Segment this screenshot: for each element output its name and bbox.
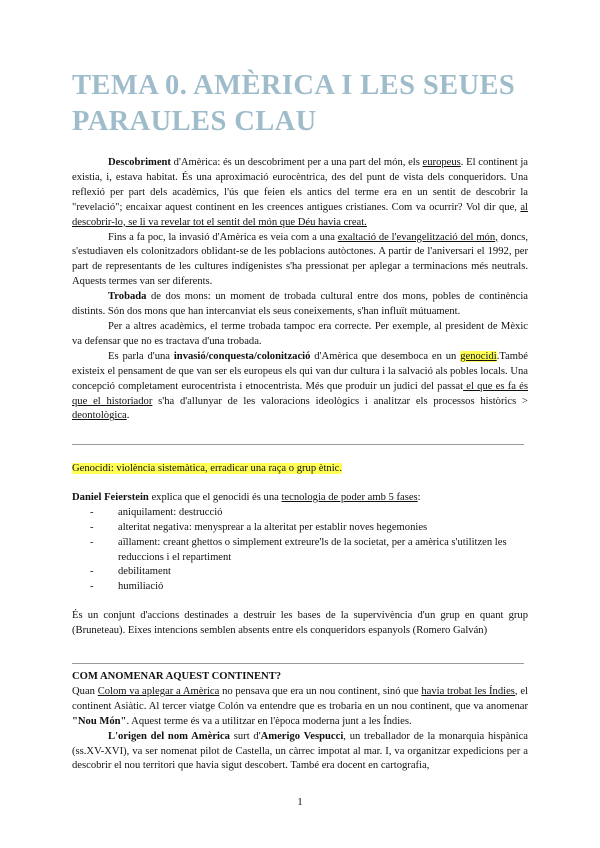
naming-section (72, 670, 528, 774)
separator-line (72, 663, 524, 664)
paragraph-invasio: Es parla d'una invasió/conquesta/colonització d'Amèrica que desemboca en un genocidi.També existeix el pensament de que van ser els europeus els qui van dur cultura i la salvació als pobles locals. Una concepció completament eurocentrista i etnocentrista. Més que produir un judici del passat el que es fa és que el historiador s'ha d'allunyar de les valoracions ideològics i analitzar els processos històrics > deontològica. (72, 350, 529, 422)
paragraph-evangelitzacio: Fins a fa poc, la invasió d'Amèrica es veia com a una exaltació de l'evangelització del món, doncs, s'estudiaven els colonitzadors oblidant-se de les poblacions autòctones. A partir de l'aniversari el 1992, per part de representants de les cultures indígenistes s'ha pressionat per aplegar a terminacions més neutrals. Aquests termes van ser diferents. (72, 231, 529, 288)
list-item: - aïllament: creant ghettos o simplement extreure'ls de la societat, per a amèrica s'utilitzen les reduccions i el repartiment (90, 536, 507, 563)
author-feierstein: Daniel Feierstein (72, 491, 149, 503)
intro-section (72, 156, 528, 424)
term-trobada: Trobada (108, 291, 147, 303)
list-item: - aniquilament: destrucció (90, 506, 223, 518)
page-number: 1 (297, 796, 303, 808)
list-item: - debilitament (90, 566, 171, 578)
term-invasio: invasió/conquesta/colonització (173, 350, 311, 362)
paragraph-trobada: Trobada de dos mons: un moment de trobada cultural entre dos mons, pobles de continència distints. Són dos mons que han intercanviat els seus coneixements, s'han influït mútuament. (72, 291, 528, 318)
list-item: - humiliació (90, 581, 164, 593)
separator-line (72, 444, 524, 445)
paragraph-conjunt: És un conjunt d'accions destinades a destruir les bases de la supervivència d'un grup en quant grup (Bruneteau). Eixes intencions semblen absents entre els conqueridors espanyols (Romero Galván) (72, 610, 528, 637)
paragraph-origen: L'origen del nom Amèrica surt d'Amerigo Vespucci, un treballador de la monarquia hispànica (ss.XV-XVI), va ser nomenat pilot de Castella, un càrrec impotat al mar. I, va organitzar expedicions per a descobrir el nou territori que havia sigut descobert. També era docent en cartografia, (72, 730, 528, 772)
section-heading: COM ANOMENAR AQUEST CONTINENT? (72, 671, 282, 682)
paragraph-academics: Per a altres acadèmics, el terme trobada tampoc era correcte. Per exemple, al president de Mèxic va defensar que no es tractava d'una trobada. (72, 320, 528, 347)
genocidi-section (72, 462, 528, 639)
genocidi-definition: Genocidi: violència sistemàtica, erradicar una raça o grup ètnic. (72, 463, 343, 474)
paragraph-descobriment: Descobriment d'Amèrica: és un descobriment per a una part del món, els europeus. El continent ja existia, i, estava habitat. És una aproximació eurocèntrica, des del punt de vista dels conqueridors. Una reflexió per part dels acadèmics, l'ús que feien els antics del terme era en un sentit de descobrir la "revelació"; encaixar aquest continent en les creences antigues cristianes. Com va ocurrir? Vol dir que, al descobrir-lo, se li va revelar tot el sentit del món que Déu havia creat. (72, 157, 528, 228)
list-item: - alteritat negativa: menysprear a la alteritat per establir noves hegemonies (90, 521, 428, 533)
highlight-genocidi: genocidi (460, 350, 497, 362)
paragraph-feierstein: Daniel Feierstein explica que el genocidi és una tecnologia de poder amb 5 fases: (72, 491, 421, 503)
phases-list (72, 506, 528, 595)
page-title: TEMA 0. AMÈRICA I LES SEUES PARAULES CLAU (72, 70, 516, 137)
term-descobriment: Descobriment (108, 157, 171, 168)
paragraph-colom: Quan Colom va aplegar a Amèrica no pensava que era un nou continent, sinó que havia trobat les Índies, el continent Asiàtic. Al tercer viatge Colón va entendre que es trobaria en un nou continent, que va anomenar "Nou Món". Aquest terme és va a utilitzar en l'època moderna junt a les Índies. (72, 685, 528, 727)
